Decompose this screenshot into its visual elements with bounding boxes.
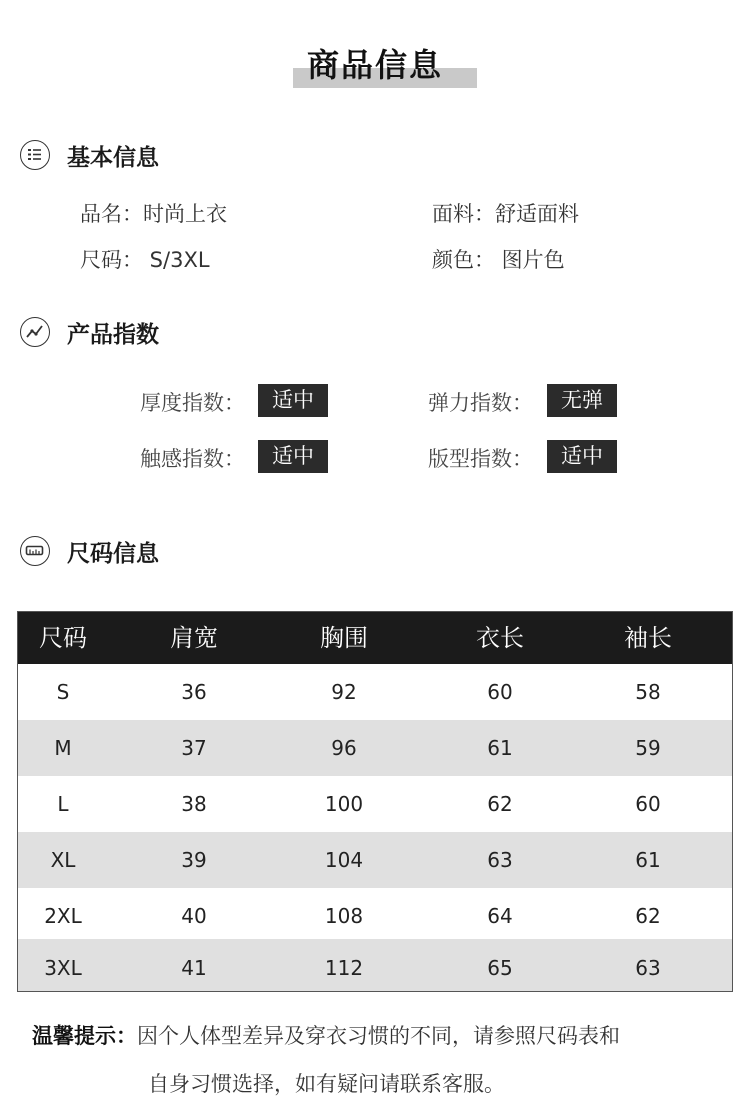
- product-fabric: 面料：舒适面料: [432, 202, 579, 226]
- tip-line-1: [32, 1020, 620, 1050]
- cell-length: 63: [487, 848, 513, 872]
- header-length: 衣长: [476, 624, 524, 652]
- header-sleeve: 袖长: [624, 624, 672, 652]
- thickness-value-badge: 适中: [258, 384, 328, 417]
- cell-size: XL: [50, 848, 76, 872]
- ruler-icon: [20, 536, 50, 566]
- cell-sleeve: 59: [635, 736, 661, 760]
- table-row: [18, 720, 732, 776]
- cell-sleeve: 60: [635, 792, 661, 816]
- cell-chest: 108: [324, 904, 364, 928]
- cell-chest: 96: [331, 736, 357, 760]
- cell-shoulder: 36: [181, 680, 207, 704]
- size-info-title: 尺码信息: [67, 541, 159, 567]
- elasticity-value-badge: 无弹: [547, 384, 617, 417]
- elasticity-label: 弹力指数：: [428, 391, 533, 415]
- cell-size: L: [57, 792, 69, 816]
- tip-label: 温馨提示：: [32, 1024, 137, 1048]
- table-row: [18, 939, 732, 991]
- touch-label: 触感指数：: [140, 447, 245, 471]
- cell-chest: 100: [324, 792, 364, 816]
- cell-size: 2XL: [44, 904, 82, 928]
- size-table: [17, 611, 733, 992]
- cell-sleeve: 61: [635, 848, 661, 872]
- touch-value-badge: 适中: [258, 440, 328, 473]
- product-index-title: 产品指数: [67, 322, 159, 348]
- table-row: [18, 776, 732, 832]
- basic-info-title: 基本信息: [67, 145, 159, 171]
- fit-value-badge: 适中: [547, 440, 617, 473]
- list-icon: [20, 140, 50, 170]
- cell-chest: 104: [324, 848, 364, 872]
- cell-size: 3XL: [44, 956, 82, 980]
- product-name: 品名：时尚上衣: [80, 202, 227, 226]
- cell-chest: 92: [331, 680, 357, 704]
- cell-shoulder: 40: [181, 904, 207, 928]
- cell-length: 60: [487, 680, 513, 704]
- cell-length: 62: [487, 792, 513, 816]
- cell-length: 61: [487, 736, 513, 760]
- cell-chest: 112: [324, 956, 364, 980]
- page-title: 商品信息: [306, 46, 443, 84]
- product-color: 颜色： 图片色: [432, 248, 565, 272]
- trend-icon: [20, 317, 50, 347]
- table-row: [18, 888, 732, 944]
- cell-shoulder: 38: [181, 792, 207, 816]
- table-row: [18, 664, 732, 720]
- tip-text-2: 自身习惯选择，如有疑问请联系客服。: [148, 1072, 505, 1096]
- product-size: 尺码： S/3XL: [80, 248, 210, 272]
- table-row: [18, 832, 732, 888]
- cell-size: S: [56, 680, 70, 704]
- tip-text-1: 因个人体型差异及穿衣习惯的不同，请参照尺码表和: [137, 1024, 620, 1048]
- header-size: 尺码: [39, 624, 87, 652]
- cell-sleeve: 63: [635, 956, 661, 980]
- cell-length: 64: [487, 904, 513, 928]
- cell-sleeve: 62: [635, 904, 661, 928]
- cell-shoulder: 41: [181, 956, 207, 980]
- fit-label: 版型指数：: [428, 447, 533, 471]
- cell-shoulder: 37: [181, 736, 207, 760]
- cell-shoulder: 39: [181, 848, 207, 872]
- cell-length: 65: [487, 956, 513, 980]
- cell-size: M: [54, 736, 72, 760]
- header-chest: 胸围: [320, 624, 368, 652]
- header-shoulder: 肩宽: [170, 624, 218, 652]
- cell-sleeve: 58: [635, 680, 661, 704]
- thickness-label: 厚度指数：: [140, 391, 245, 415]
- size-table-header: [18, 612, 732, 664]
